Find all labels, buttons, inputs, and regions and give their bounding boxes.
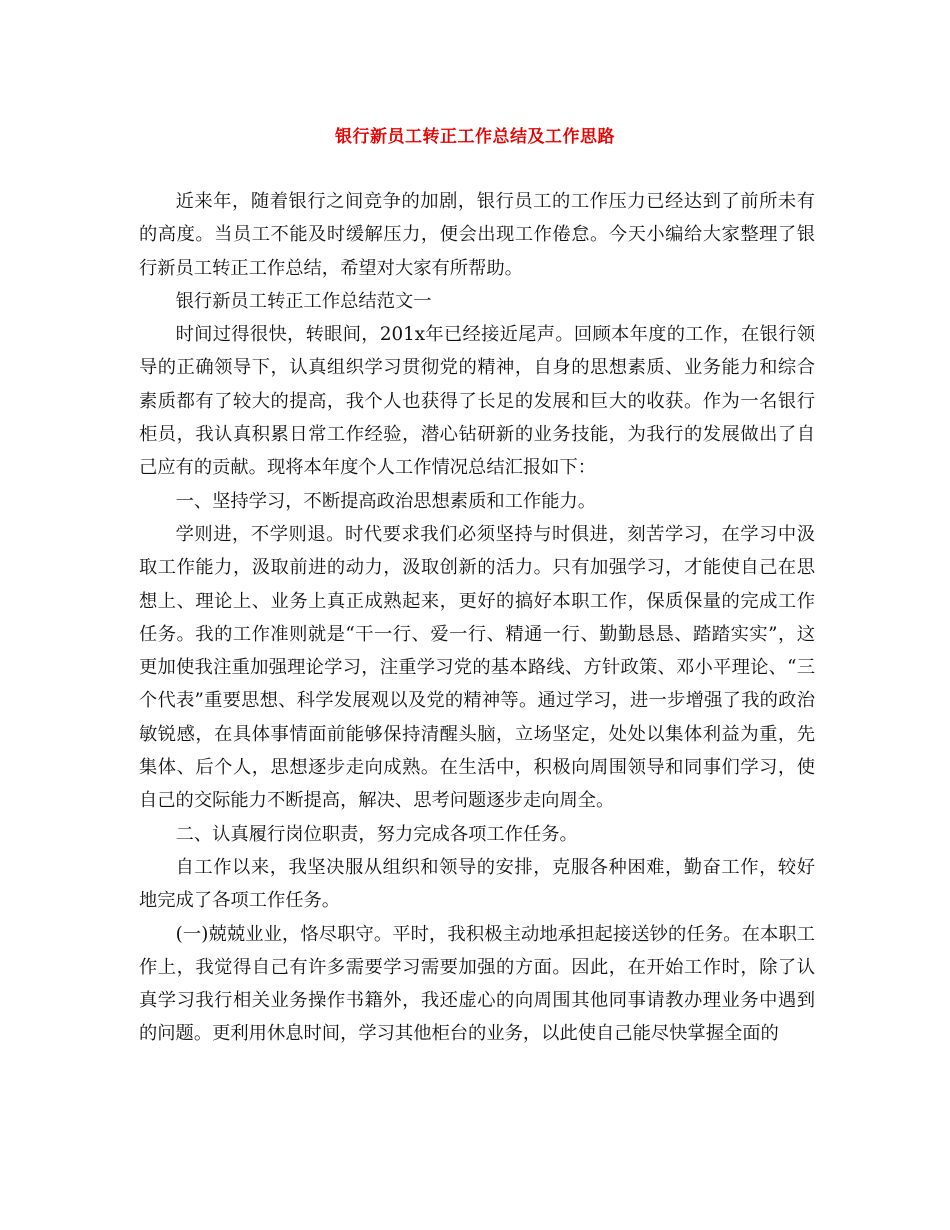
paragraph-heading-one: 一、坚持学习，不断提高政治思想素质和工作能力。 — [175, 490, 597, 512]
document-title: 银行新员工转正工作总结及工作思路 — [335, 127, 615, 147]
paragraph-intro: 近来年，随着银行之间竞争的加剧，银行员工的工作压力已经达到了前所未有的高度。当员工不能及时缓解压力，便会出现工作倦怠。今天小编给大家整理了银行新员工转正工作总结，希望对大家有所帮助。 — [139, 191, 815, 279]
paragraph-section-heading: 银行新员工转正工作总结范文一 — [175, 290, 432, 312]
paragraph-study: 学则进，不学则退。时代要求我们必须坚持与时俱进，刻苦学习，在学习中汲取工作能力，汲取前进的动力，汲取创新的活力。只有加强学习，才能使自己在思想上、理论上、业务上真正成熟起来，更好的搞好本职工作，保质保量的完成工作任务。我的工作准则就是“干一行、爱一行、精通一行、勤勤恳恳、踏踏实实”，这更加使我注重加强理论学习，注重学习党的基本路线、方针政策、邓小平理论、“三个代表”重要思想、科学发展观以及党的精神等。通过学习，进一步增强了我的政治敏锐感，在具体事情面前能够保持清醒头脑，立场坚定，处处以集体利益为重，先集体、后个人，思想逐步走向成熟。在生活中，积极向周围领导和同事们学习，使自己的交际能力不断提高，解决、思考问题逐步走向周全。 — [139, 523, 815, 812]
paragraph-item-one: (一)兢兢业业，恪尽职守。平时，我积极主动地承担起接送钞的任务。在本职工作上，我觉得自己有许多需要学习需要加强的方面。因此，在开始工作时，除了认真学习我行相关业务操作书籍外，我还虚心的向周围其他同事请教办理业务中遇到的问题。更利用休息时间，学习其他柜台的业务，以此使自己能尽快掌握全面的 — [139, 923, 815, 1045]
paragraph-heading-two: 二、认真履行岗位职责，努力完成各项工作任务。 — [175, 823, 578, 845]
paragraph-review: 时间过得很快，转眼间，201x年已经接近尾声。回顾本年度的工作，在银行领导的正确领导下，认真组织学习贯彻党的精神，自身的思想素质、业务能力和综合素质都有了较大的提高，我个人也获得了长足的发展和巨大的收获。作为一名银行柜员，我认真积累日常工作经验，潜心钻研新的业务技能，为我行的发展做出了自己应有的贡献。现将本年度个人工作情况总结汇报如下： — [139, 324, 815, 479]
paragraph-duty: 自工作以来，我坚决服从组织和领导的安排，克服各种困难，勤奋工作，较好地完成了各项工作任务。 — [139, 856, 815, 912]
document-body — [139, 185, 815, 1051]
